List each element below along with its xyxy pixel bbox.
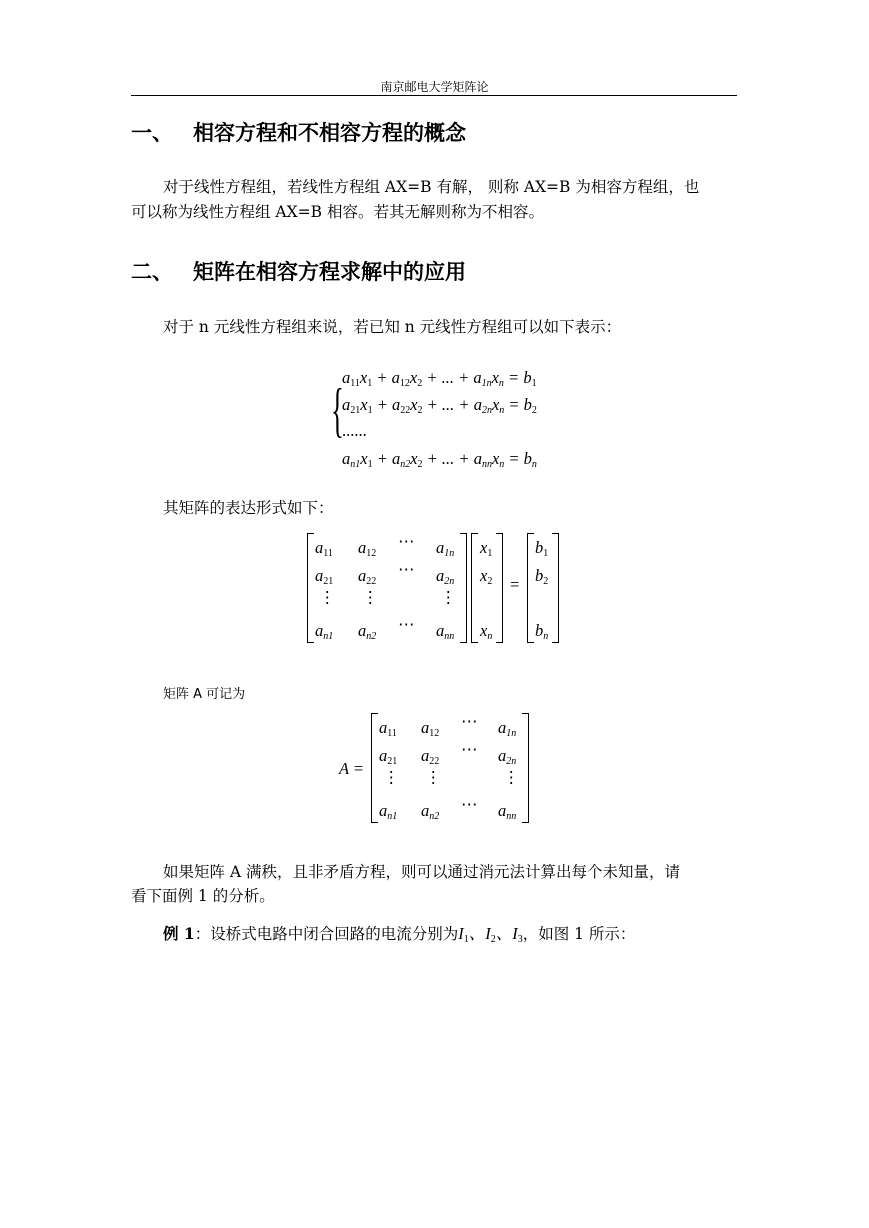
equation-row-ellipsis: ...... — [342, 421, 367, 440]
vector-b-right-bracket — [552, 533, 559, 643]
example-1-line — [163, 921, 635, 952]
example-tail: ，如图 1 所示： — [522, 925, 636, 943]
section2-intro: 对于 n 元线性方程组来说，若已知 n 元线性方程组可以如下表示： — [163, 318, 622, 336]
page-header: 南京邮电大学矩阵论 — [380, 80, 489, 94]
equation-row-1: $a_{11}x_1 + a_{12}x_2$ + ... + $a_{1n}x_n = b_1$ — [342, 368, 537, 389]
vector-x-right-bracket — [496, 533, 503, 643]
matrix-a-left-bracket — [307, 533, 314, 643]
section2-title: 矩阵在相容方程求解中的应用 — [193, 260, 466, 284]
header-rule — [131, 95, 737, 96]
equation-row-n: $a_{n1}x_1 + a_{n2}x_2$ + ... + $a_{nn}x_n = b_n$ — [342, 449, 537, 470]
matrix-a-label: 矩阵 A 可记为 — [163, 687, 246, 702]
example-text: ：设桥式电路中闭合回路的电流分别为 — [194, 925, 459, 943]
vector-b-left-bracket — [527, 533, 534, 643]
example-label: 例 1 — [163, 924, 195, 943]
vector-x-left-bracket — [471, 533, 478, 643]
section1-number: 一、 — [131, 121, 173, 145]
matrix-a2-left-bracket — [371, 713, 378, 823]
section1-para-line2: 可以称为线性方程组 AX=B 相容。若其无解则称为不相容。 — [131, 203, 544, 221]
matrix-a2-right-bracket — [522, 713, 529, 823]
left-brace: { — [331, 377, 344, 443]
equation-row-2: $a_{21}x_1 + a_{22}x_2$ + ... + $a_{2n}x_n = b_2$ — [342, 395, 537, 416]
matrix-a-right-bracket — [460, 533, 467, 643]
section2-para-line2: 看下面例 1 的分析。 — [131, 887, 275, 905]
section2-para-line1: 如果矩阵 A 满秩，且非矛盾方程，则可以通过消元法计算出每个未知量，请 — [163, 863, 681, 881]
currents: $I_1$、$I_2$、$I_3$ — [458, 924, 523, 945]
matrix-form-label: 其矩阵的表达形式如下： — [163, 499, 334, 517]
section1-para-line1: 对于线性方程组，若线性方程组 AX=B 有解， 则称 AX=B 为相容方程组，也 — [163, 178, 700, 196]
section1-title: 相容方程和不相容方程的概念 — [193, 121, 466, 145]
section2-number: 二、 — [131, 260, 173, 284]
